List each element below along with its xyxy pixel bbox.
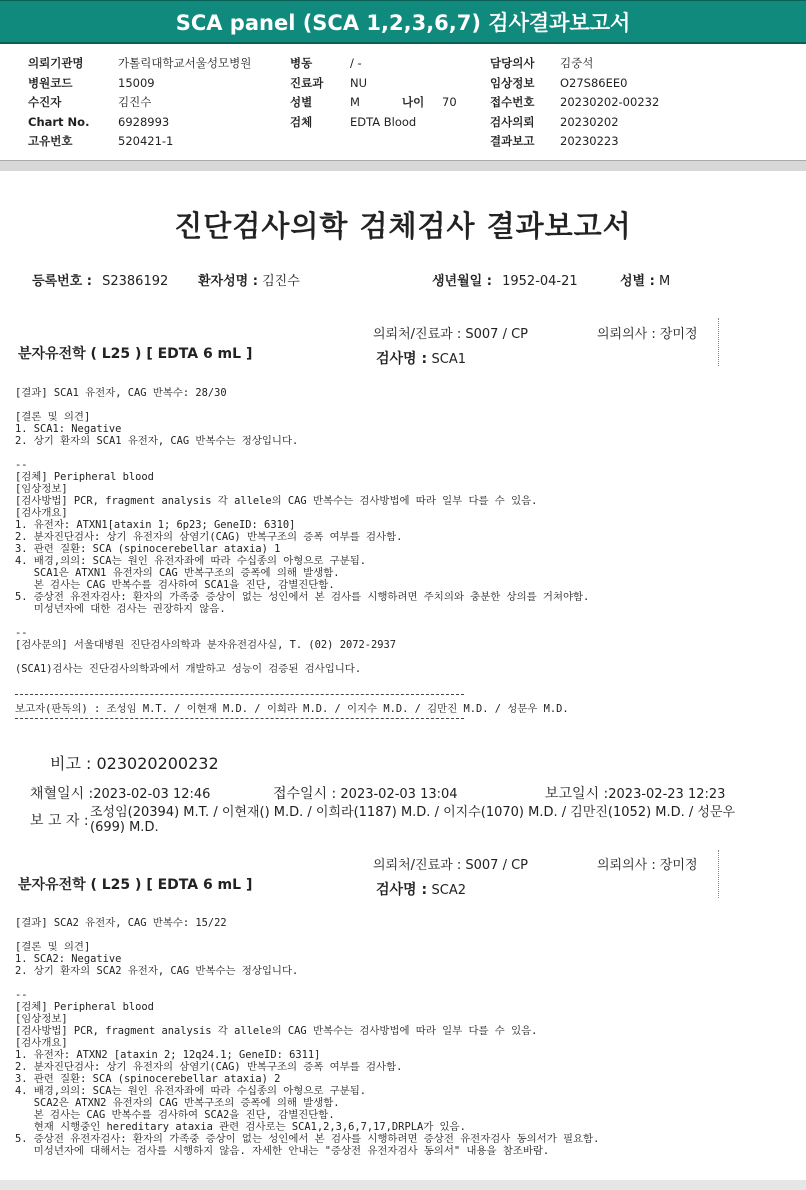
hdr-label: 담당의사 xyxy=(490,56,535,70)
hdr-value: 6928993 xyxy=(118,114,170,129)
s2-test-label: 검사명 : xyxy=(376,882,428,898)
hdr-label: 검체 xyxy=(290,114,313,129)
hdr-value: O27S86EE0 xyxy=(560,75,628,90)
header-col2 xyxy=(290,54,480,132)
sex-label: 성별 : xyxy=(620,274,655,289)
hdr-label: 성별 xyxy=(290,95,313,109)
age-label: 나이 xyxy=(402,95,425,109)
hdr-label: 임상정보 xyxy=(490,75,535,90)
s1-divider xyxy=(718,318,719,366)
hdr-label: 병동 xyxy=(290,56,313,70)
hdr-value: 15009 xyxy=(118,75,155,90)
s1-dash-top xyxy=(15,694,464,695)
hdr-label: 결과보고 xyxy=(490,134,535,148)
s2-requester: 의뢰처/진료과 : S007 / CP xyxy=(373,858,528,873)
s2-divider xyxy=(718,850,719,898)
s1-collect xyxy=(30,783,210,803)
hdr-label: 수진자 xyxy=(28,95,62,109)
reg-label: 등록번호 : xyxy=(32,274,92,289)
s1-report xyxy=(545,783,725,803)
collect-value: 2023-02-03 12:46 xyxy=(93,787,211,802)
age-value: 70 xyxy=(442,95,457,109)
hdr-value: 520421-1 xyxy=(118,134,174,148)
dob-value: 1952-04-21 xyxy=(502,274,578,289)
s1-reporter-value xyxy=(90,805,790,835)
hdr-label: 의뢰기관명 xyxy=(28,56,84,70)
hdr-value: / - xyxy=(350,56,362,70)
hdr-value: 김중석 xyxy=(560,56,594,70)
s1-reporter-label: 보 고 자 : xyxy=(30,813,89,829)
bigo-label: 비고 : xyxy=(50,754,92,773)
hdr-value: 가톨릭대학교서울성모병원 xyxy=(118,56,252,70)
reporter-line2: (699) M.D. xyxy=(90,820,159,835)
header-col3 xyxy=(490,54,710,152)
hdr-label: 검사의뢰 xyxy=(490,114,535,129)
hdr-value: 20230202-00232 xyxy=(560,95,660,109)
patient-name xyxy=(198,270,300,289)
s1-testname xyxy=(376,348,466,368)
hdr-value: 20230223 xyxy=(560,134,619,148)
s2-test-value: SCA2 xyxy=(431,883,466,898)
report-value: 2023-02-23 12:23 xyxy=(608,787,726,802)
hdr-label: 병원코드 xyxy=(28,75,73,90)
hdr-label: 접수번호 xyxy=(490,95,535,109)
name-value: 김진수 xyxy=(262,274,300,289)
s1-receive xyxy=(273,783,458,803)
report-banner: SCA panel (SCA 1,2,3,6,7) 검사결과보고서 xyxy=(0,0,806,44)
hdr-label: 고유번호 xyxy=(28,134,73,148)
patient-sex xyxy=(620,270,670,289)
receive-label: 접수일시 : xyxy=(273,786,337,802)
sex-value: M xyxy=(658,274,671,289)
footer-bar xyxy=(0,1180,806,1190)
patient-dob xyxy=(432,270,578,289)
name-label: 환자성명 : xyxy=(198,274,258,289)
reporter-line1: 조성임(20394) M.T. / 이현재() M.D. / 이희라(1187) M.D. / 이지수(1070) M.D. / 김만진(1052) M.D. / 성문우 xyxy=(90,805,736,820)
dob-label: 생년월일 : xyxy=(432,274,492,289)
s1-doctor: 의뢰의사 : 장미정 xyxy=(597,327,698,342)
s1-reporter-line: 보고자(판독의) : 조성임 M.T. / 이현재 M.D. / 이희라 M.D. / 이지수 M.D. / 김만진 M.D. / 성문우 M.D. xyxy=(15,703,569,715)
bigo-value: 023020200232 xyxy=(96,754,219,773)
header-col1 xyxy=(28,54,278,152)
hdr-label: Chart No. xyxy=(28,114,90,129)
hdr-value: EDTA Blood xyxy=(350,114,417,129)
s2-doctor: 의뢰의사 : 장미정 xyxy=(597,858,698,873)
s1-bigo xyxy=(50,751,219,774)
receive-value: 2023-02-03 13:04 xyxy=(340,787,458,802)
hdr-value: 20230202 xyxy=(560,114,619,129)
patient-reg xyxy=(32,270,168,289)
header-separator xyxy=(0,160,806,171)
s1-requester: 의뢰처/진료과 : S007 / CP xyxy=(373,327,528,342)
s1-result-text: [결과] SCA1 유전자, CAG 반복수: 28/30 [결론 및 의견] 1. SCA1: Negative 2. 상기 환자의 SCA1 유전자, CAG 반복수는 정상입니다. -- [검체] Peripheral blood [임상정보] [검사방법] PCR, fragment analysis 각 allele의 CAG 반복수는 검사방법에 따라 일부 다를 수 있음. [검사개요] 1. 유전자: ATXN1[ataxin 1; 6p23; GeneID: 6310] 2. 분자진단검사: 상기 유전자의 삼염기(CAG) 반복구조의 증폭 여부를 검사함. 3. 관련 질환: SCA (spinocerebellar ataxia) 1 4. 배경,의의: SCA는 원인 유전자좌에 따라 수십종의 아형으로 구분됨. SCA1은 ATXN1 유전자의 CAG 반복구조의 증폭에 의해 발생함. 본 검사는 CAG 반복수를 검사하여 SCA1을 진단, 감별진단함. 5. 증상전 유전자검사: 환자의 가족중 증상이 없는 성인에서 본 검사를 시행하려면 주치의와 충분한 상의를 거쳐야함. 미성년자에 대한 검사는 권장하지 않음. -- [검사문의] 서울대병원 진단검사의학과 분자유전검사실, T. (02) 2072-2937 (SCA1)검사는 진단검사의학과에서 개발하고 성능이 검증된 검사입니다. xyxy=(15,387,590,675)
hdr-value: M xyxy=(350,95,360,109)
s1-test-value: SCA1 xyxy=(431,352,466,367)
s1-dash-bottom xyxy=(15,718,464,719)
hdr-label: 진료과 xyxy=(290,75,324,90)
report-label: 보고일시 : xyxy=(545,786,609,802)
s1-test-label: 검사명 : xyxy=(376,351,428,367)
hdr-value: NU xyxy=(350,75,368,90)
s2-dept: 분자유전학 ( L25 ) [ EDTA 6 mL ] xyxy=(18,877,253,893)
s1-dept: 분자유전학 ( L25 ) [ EDTA 6 mL ] xyxy=(18,346,253,362)
s2-result-text: [결과] SCA2 유전자, CAG 반복수: 15/22 [결론 및 의견] 1. SCA2: Negative 2. 상기 환자의 SCA2 유전자, CAG 반복수는 정상입니다. -- [검체] Peripheral blood [임상정보] [검사방법] PCR, fragment analysis 각 allele의 CAG 반복수는 검사방법에 따라 일부 다를 수 있음. [검사개요] 1. 유전자: ATXN2 [ataxin 2; 12q24.1; GeneID: 6311] 2. 분자진단검사: 상기 유전자의 삼염기(CAG) 반복구조의 증폭 여부를 검사함. 3. 관련 질환: SCA (spinocerebellar ataxia) 2 4. 배경,의의: SCA는 원인 유전자좌에 따라 수십종의 아형으로 구분됨. SCA2은 ATXN2 유전자의 CAG 반복구조의 증폭에 의해 발생함. 본 검사는 CAG 반복수를 검사하여 SCA2을 진단, 감별진단함. 현재 시행중인 hereditary ataxia 관련 검사로는 SCA1,2,3,6,7,17,DRPLA가 있음. 5. 증상전 유전자검사: 환자의 가족중 증상이 없는 성인에서 본 검사를 시행하려면 증상전 유전자검사 동의서가 필요함. 미성년자에 대해서는 검사를 시행하지 않음. 자세한 안내는 "증상전 유전자검사 동의서" 내용을 참조바람. xyxy=(15,917,600,1157)
hdr-value: 김진수 xyxy=(118,95,152,109)
s2-testname xyxy=(376,879,466,899)
collect-label: 채혈일시 : xyxy=(30,786,94,802)
report-title: 진단검사의학 검체검사 결과보고서 xyxy=(174,209,632,243)
reg-value: S2386192 xyxy=(102,274,169,289)
